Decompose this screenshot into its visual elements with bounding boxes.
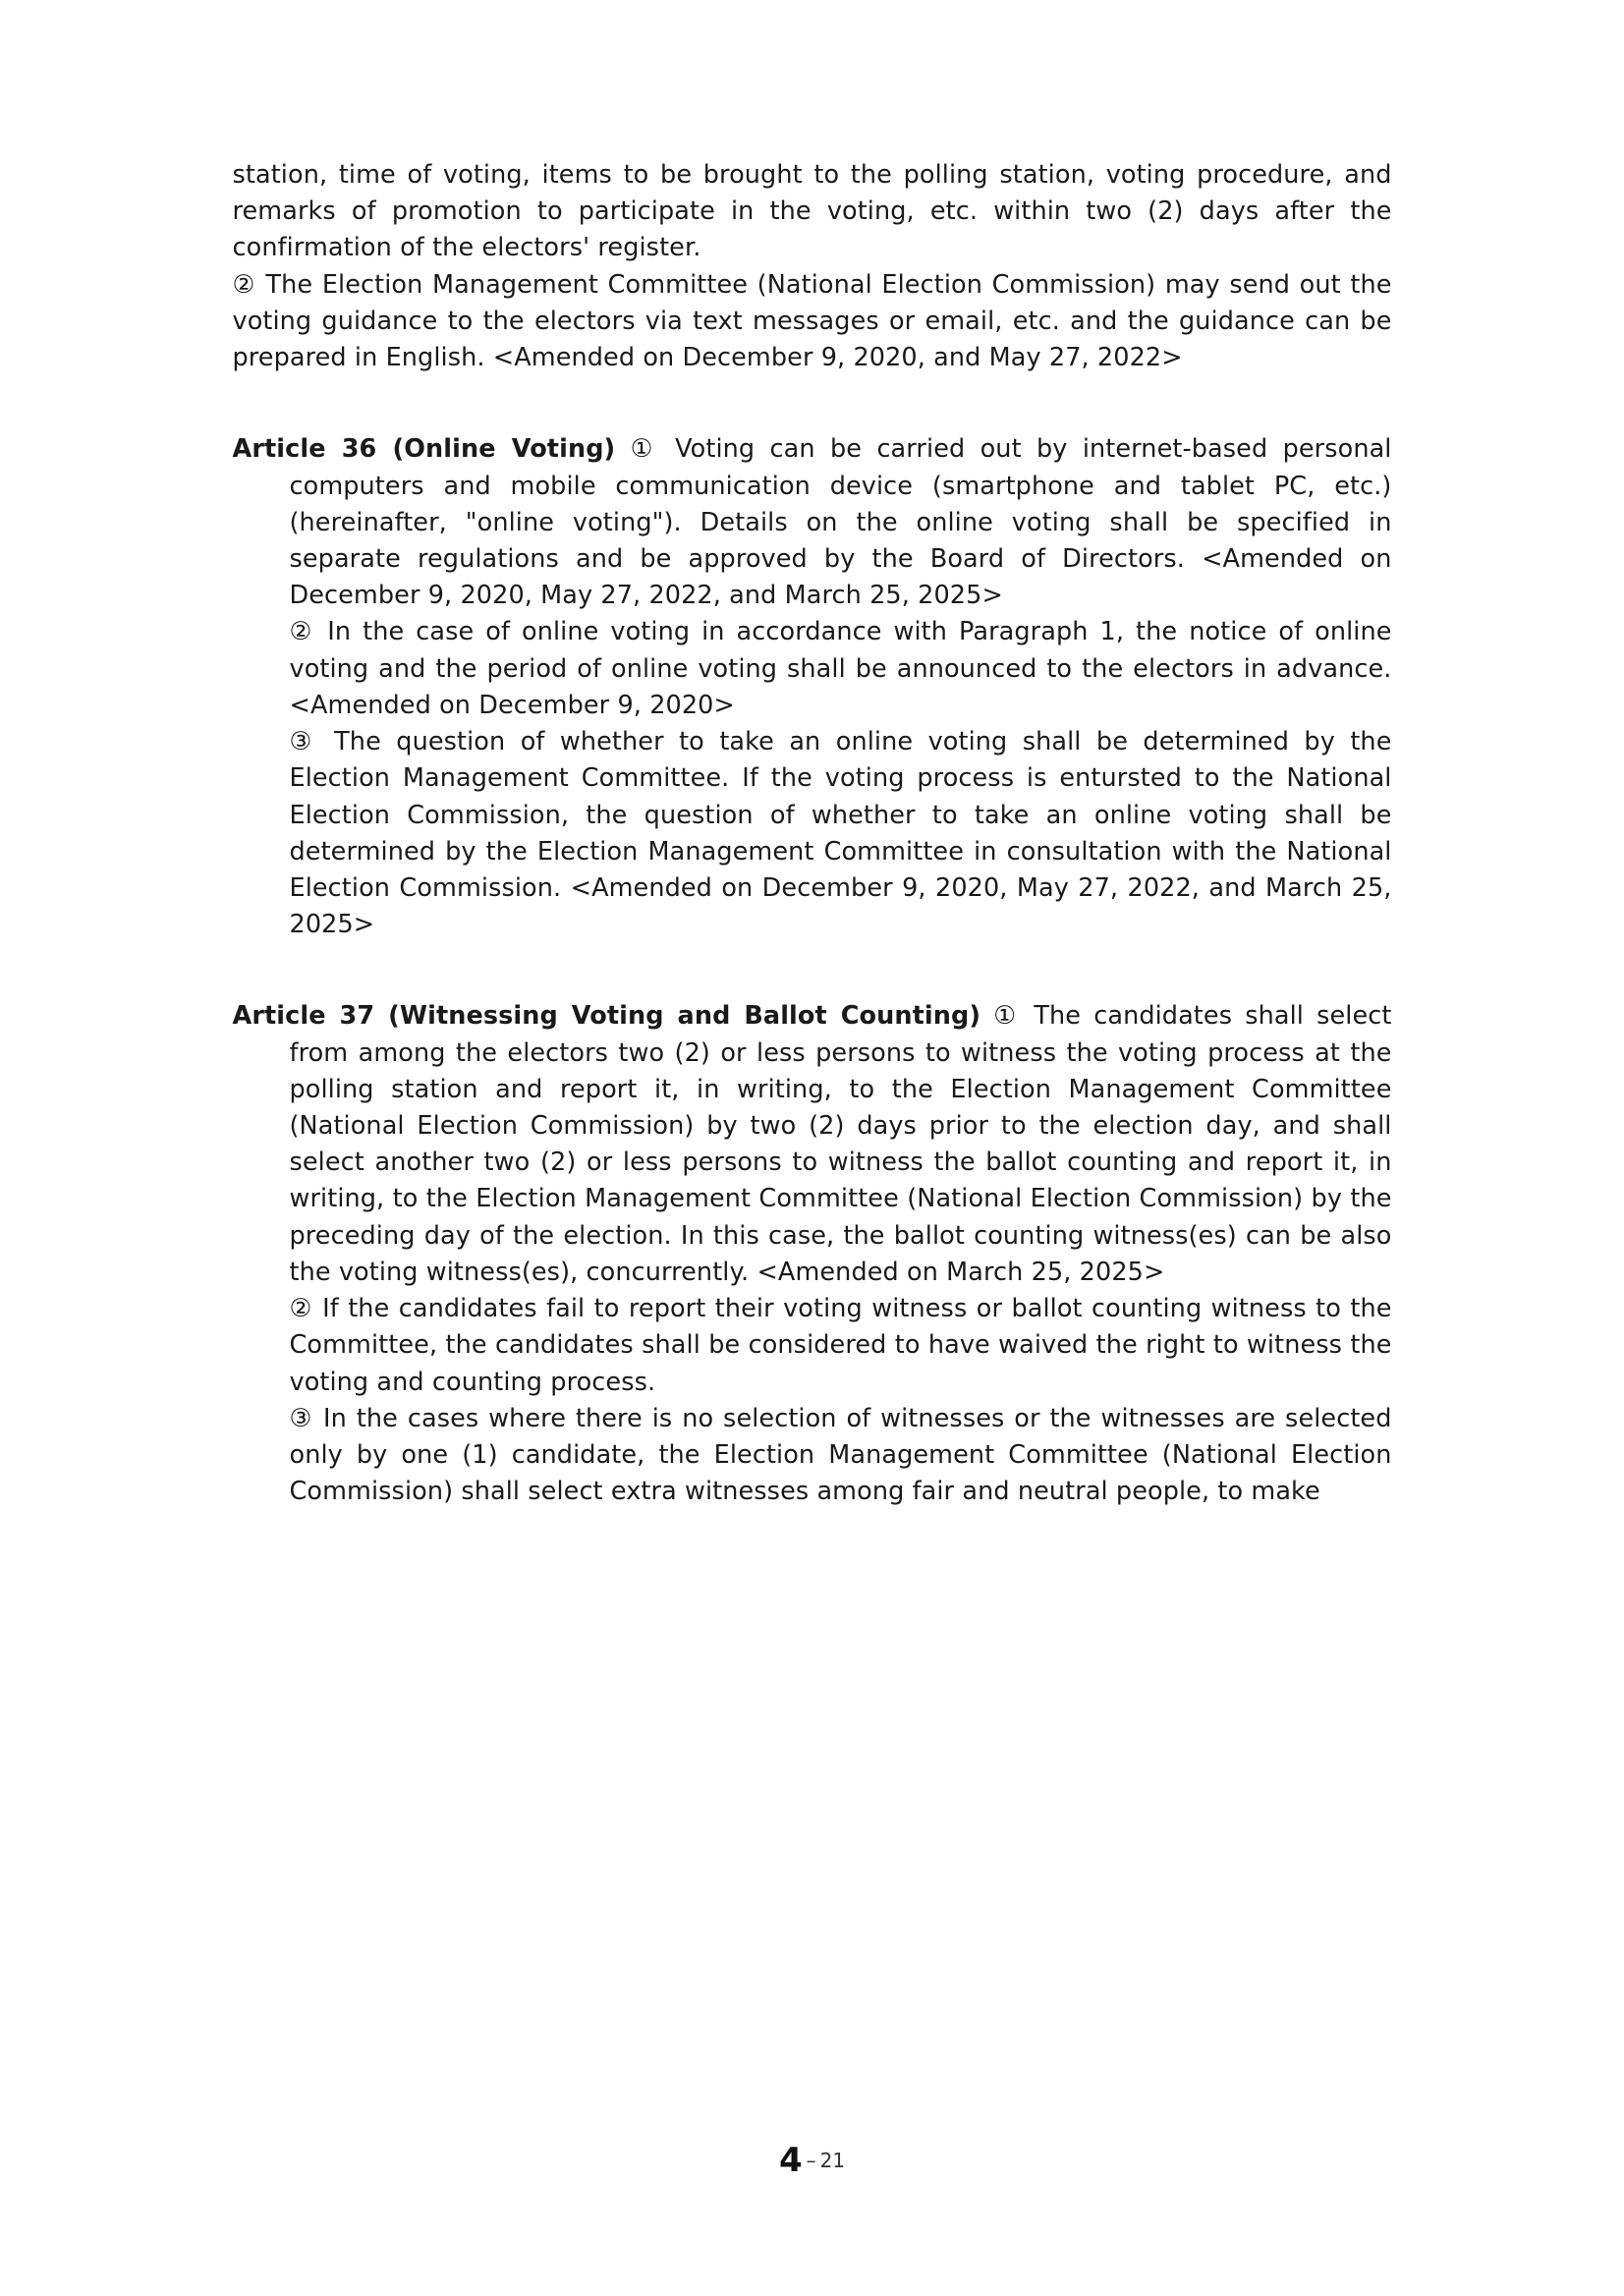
- article-36-paragraph-3: ③ The question of whether to take an online voting shall be determined by the Election Management Committee. If the voting process is entursted to the National Election Commission, the question of whether to take an online voting shall be determined by the Election Management Committee in consultation with the National Election Commission. <Amended on December 9, 2020, May 27, 2022, and March 25, 2025>: [289, 727, 1392, 940]
- article-37-paragraph-1: ① The candidates shall select from among the electors two (2) or less persons to witness the voting process at the polling station and report it, in writing, to the Election Management Committee (National Election Commission) by two (2) days prior to the election day, and shall select another two (2) or less persons to witness the ballot counting and report it, in writing, to the Election Management Committee (National Election Commission) by the preceding day of the election. In this case, the ballot counting witness(es) can be also the voting witness(es), concurrently. <Amended on March 25, 2025>: [289, 1001, 1392, 1287]
- article-36-paragraph-2: ② In the case of online voting in accordance with Paragraph 1, the notice of online voting and the period of online voting shall be announced to the electors in advance. <Amended on December 9, 2020>: [289, 617, 1392, 720]
- paragraph-continued-2: ② The Election Management Committee (National Election Commission) may send out the voting guidance to the electors via text messages or email, etc. and the guidance can be prepared in English. <Amended on December 9, 2020, and May 27, 2022>: [232, 269, 1392, 373]
- paragraph-continued-1: station, time of voting, items to be brought to the polling station, voting procedure, and remarks of promotion to participate in the voting, etc. within two (2) days after the confirmation of the electors' register.: [232, 160, 1392, 263]
- footer-total-pages: 21: [819, 2149, 846, 2172]
- continued-section: [233, 157, 1392, 376]
- page-footer: [0, 2141, 1624, 2180]
- footer-page-number: 4: [778, 2141, 803, 2180]
- article-36-paragraph-1: ① Voting can be carried out by internet-based personal computers and mobile communication device (smartphone and tablet PC, etc.) (hereinafter, "online voting"). Details on the online voting shall be specified in separate regulations and be approved by the Board of Directors. <Amended on December 9, 2020, May 27, 2022, and March 25, 2025>: [289, 434, 1392, 611]
- article-36: [233, 431, 1392, 943]
- article-37: [233, 998, 1392, 1510]
- article-37-title: Article 37 (Witnessing Voting and Ballot Counting): [232, 1001, 981, 1032]
- article-37-first-paragraph: [232, 998, 1392, 1291]
- article-36-first-paragraph: [232, 431, 1392, 614]
- document-body: [233, 157, 1392, 1510]
- footer-separator: –: [806, 2149, 816, 2172]
- article-36-title: Article 36 (Online Voting): [232, 434, 616, 465]
- article-37-paragraph-2: ② If the candidates fail to report their voting witness or ballot counting witness to the Committee, the candidates shall be considered to have waived the right to witness the voting and counting process.: [289, 1294, 1392, 1397]
- article-37-paragraph-3: ③ In the cases where there is no selection of witnesses or the witnesses are selected only by one (1) candidate, the Election Management Committee (National Election Commission) shall select extra witnesses among fair and neutral people, to make: [289, 1403, 1392, 1507]
